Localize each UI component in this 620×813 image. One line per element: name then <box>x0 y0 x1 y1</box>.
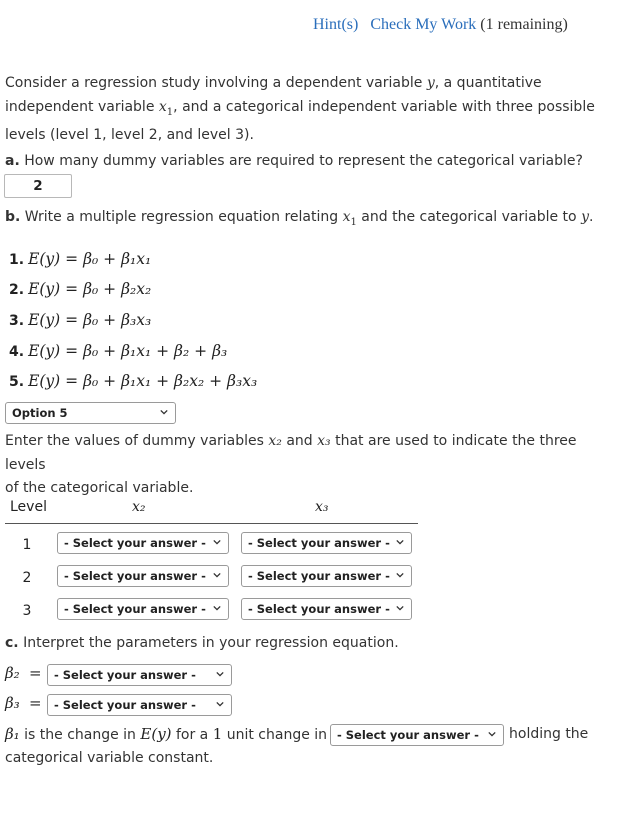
equation-option-1 <box>9 249 151 269</box>
level2-x2-select[interactable] <box>57 565 229 587</box>
beta1-text: for a <box>171 727 213 743</box>
table-header-divider <box>5 523 418 524</box>
header-links <box>313 16 568 34</box>
var-x1-subscript: 1 <box>350 216 357 228</box>
equation-option-5 <box>9 371 257 391</box>
check-my-work-link[interactable]: Check My Work <box>370 16 477 33</box>
equation-option-2 <box>9 279 151 299</box>
select-value: - Select your answer - <box>64 602 206 616</box>
chevron-down-icon <box>160 408 168 416</box>
option-number: 4. <box>9 344 25 360</box>
beta2-label: β₂ <box>5 664 20 682</box>
part-b-text: . <box>588 209 594 225</box>
var-x1: x <box>342 209 351 225</box>
chevron-down-icon <box>213 604 221 612</box>
remaining-count: (1 remaining) <box>480 16 568 33</box>
dummy-prompt-text: Enter the values of dummy variables <box>5 433 269 449</box>
equation-option-select[interactable] <box>5 402 176 424</box>
select-value: - Select your answer - <box>337 728 479 742</box>
chevron-down-icon <box>216 670 224 678</box>
var-y: y <box>426 75 435 91</box>
expected-y: E(y) <box>140 725 172 743</box>
level2-x3-select[interactable] <box>241 565 412 587</box>
intro-paragraph <box>5 72 605 147</box>
part-b-text: Write a multiple regression equation relating <box>20 209 343 225</box>
intro-text: Consider a regression study involving a dependent variable <box>5 75 427 91</box>
level1-x2-select[interactable] <box>57 532 229 554</box>
beta1-select[interactable] <box>330 724 504 746</box>
chevron-down-icon <box>396 538 404 546</box>
option-number: 1. <box>9 252 25 268</box>
table-header-x2: x₂ <box>132 499 146 515</box>
intro-text: levels (level 1, level 2, and level 3). <box>5 126 254 143</box>
intro-text: independent variable <box>5 98 159 115</box>
dummy-prompt-text: that are used to indicate the three levels <box>5 433 577 473</box>
chevron-down-icon <box>488 730 496 738</box>
equation-option-4 <box>9 341 227 361</box>
beta2-select[interactable] <box>47 664 232 686</box>
select-value: - Select your answer - <box>54 668 196 682</box>
option-equation: E(y) = β₀ + β₁x₁ + β₂x₂ + β₃x₃ <box>28 372 258 390</box>
select-value: - Select your answer - <box>248 536 390 550</box>
beta1-sentence <box>5 724 327 745</box>
part-c-question <box>5 632 605 656</box>
dummy-prompt <box>5 430 615 501</box>
option-equation: E(y) = β₀ + β₁x₁ <box>28 250 152 268</box>
option-number: 5. <box>9 374 25 390</box>
intro-text: , a quantitative <box>434 75 542 91</box>
part-b-label: b. <box>5 209 21 225</box>
chevron-down-icon <box>213 538 221 546</box>
chevron-down-icon <box>396 604 404 612</box>
unit-one: 1 <box>212 725 223 743</box>
part-b-question <box>5 206 605 234</box>
table-row-level: 2 <box>22 570 32 586</box>
table-header-x3: x₃ <box>315 499 329 515</box>
table-row-level: 1 <box>22 537 32 553</box>
equals-sign: = <box>29 664 42 682</box>
option-equation: E(y) = β₀ + β₁x₁ + β₂ + β₃ <box>28 342 228 360</box>
select-value: - Select your answer - <box>248 569 390 583</box>
chevron-down-icon <box>216 700 224 708</box>
level3-x2-select[interactable] <box>57 598 229 620</box>
var-y: y <box>581 209 589 225</box>
option-number: 2. <box>9 282 25 298</box>
dummy-prompt-text: and <box>281 433 318 449</box>
part-b-text: and the categorical variable to <box>356 209 582 225</box>
part-a-label: a. <box>5 153 20 169</box>
select-value: - Select your answer - <box>64 569 206 583</box>
beta1-text: is the change in <box>19 727 141 743</box>
equals-sign: = <box>29 694 42 712</box>
part-a-text: How many dummy variables are required to represent the categorical variable? <box>19 153 583 169</box>
select-value: - Select your answer - <box>54 698 196 712</box>
chevron-down-icon <box>396 571 404 579</box>
hints-link[interactable]: Hint(s) <box>313 16 359 33</box>
level3-x3-select[interactable] <box>241 598 412 620</box>
beta3-select[interactable] <box>47 694 232 716</box>
var-x3: x₃ <box>317 433 331 449</box>
option-equation: E(y) = β₀ + β₃x₃ <box>28 311 152 329</box>
table-header-level: Level <box>10 499 47 515</box>
var-x1: x <box>158 98 167 115</box>
select-value: - Select your answer - <box>64 536 206 550</box>
chevron-down-icon <box>213 571 221 579</box>
part-a-question <box>5 150 605 174</box>
level1-x3-select[interactable] <box>241 532 412 554</box>
equation-option-3 <box>9 310 151 330</box>
var-x1-subscript: 1 <box>166 106 174 118</box>
beta1-symbol: β₁ <box>5 725 20 743</box>
beta3-label: β₃ <box>5 694 20 712</box>
intro-text: , and a categorical independent variable with three possible <box>173 98 595 115</box>
beta1-text: unit change in <box>222 727 328 743</box>
select-value: - Select your answer - <box>248 602 390 616</box>
dummy-count-input[interactable]: 2 <box>4 174 72 198</box>
part-c-text: Interpret the parameters in your regression equation. <box>18 635 399 651</box>
dummy-prompt-text: of the categorical variable. <box>5 480 194 496</box>
table-row-level: 3 <box>22 603 32 619</box>
option-number: 3. <box>9 313 25 329</box>
part-c-label: c. <box>5 635 19 651</box>
var-x2: x₂ <box>268 433 282 449</box>
equation-option-select-value: Option 5 <box>12 406 68 420</box>
beta1-text-tail: holding the <box>509 726 589 742</box>
beta1-text-end: categorical variable constant. <box>5 750 214 766</box>
option-equation: E(y) = β₀ + β₂x₂ <box>28 280 152 298</box>
